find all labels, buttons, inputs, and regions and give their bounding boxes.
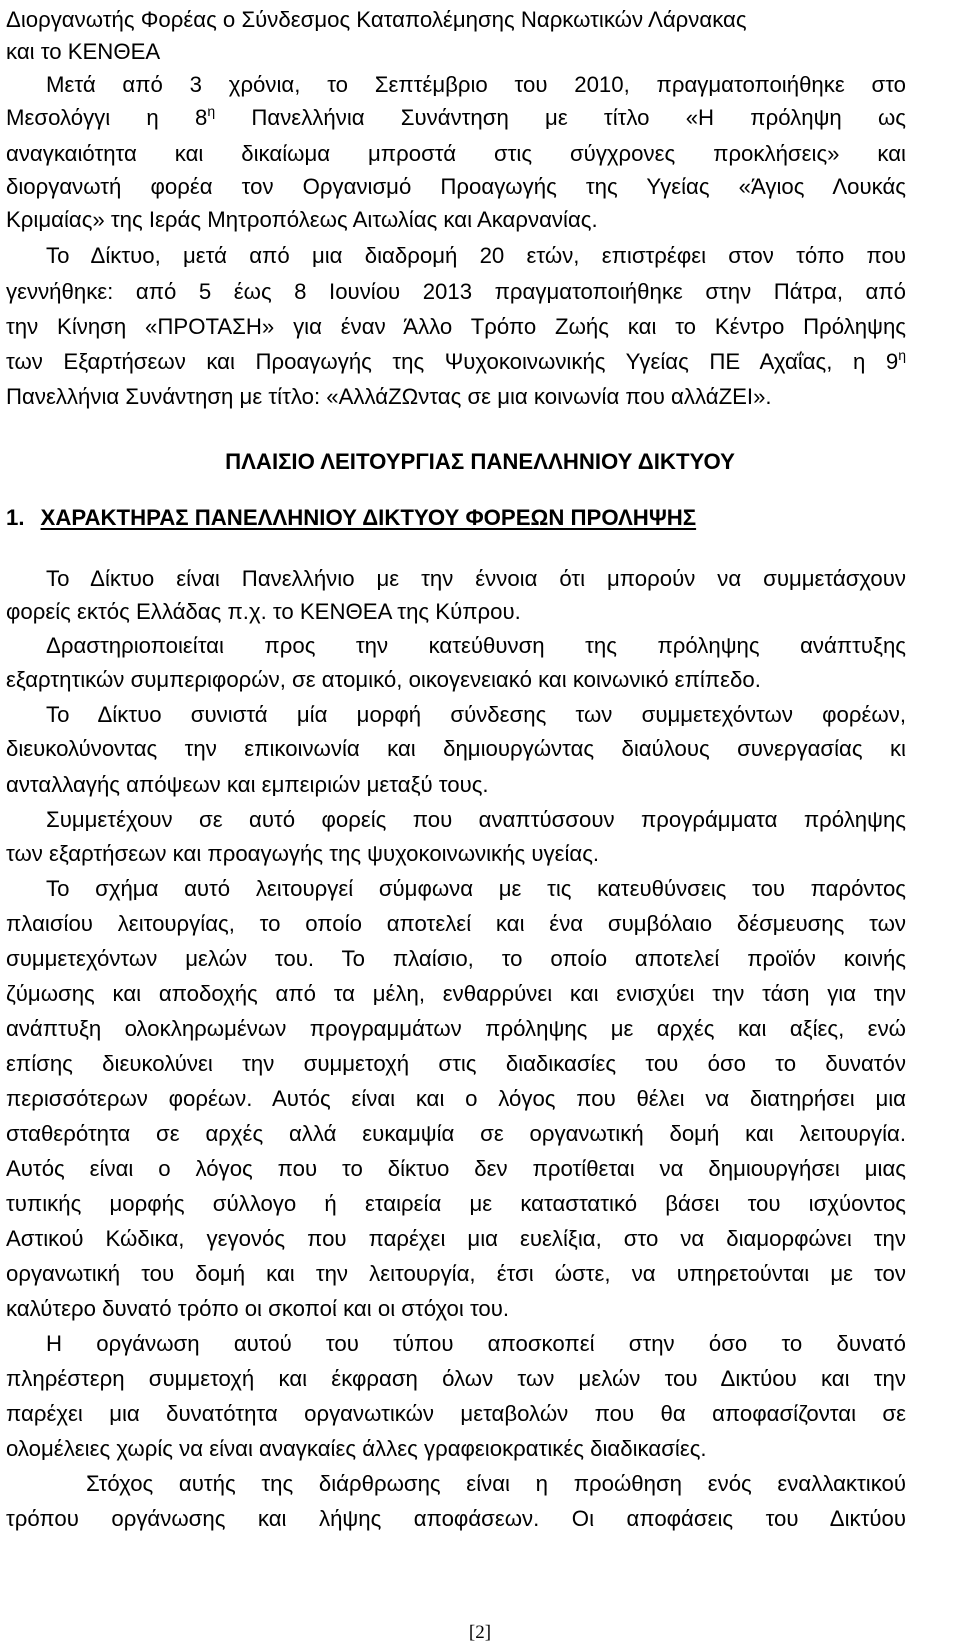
body-line: περισσότερων φορέων. Αυτός είναι και ο λόγος που θέλει να διατηρήσει μια	[6, 1086, 906, 1111]
intro-line: και το ΚΕΝΘΕΑ	[6, 39, 161, 64]
body-line: οργανωτική του δομή και την λειτουργία, έτσι ώστε, να υπηρετούνται με τον	[6, 1261, 906, 1286]
body-line: Το Δίκτυο συνιστά μία μορφή σύνδεσης των συμμετεχόντων φορέων,	[46, 702, 906, 727]
body-line: Δραστηριοποιείται προς την κατεύθυνση της πρόληψης ανάπτυξης	[46, 633, 906, 658]
body-line: Αστικού Κώδικα, γεγονός που παρέχει μια ευελίξια, στο να διαμορφώνει την	[6, 1226, 906, 1251]
body-line: ζύμωσης και αποδοχής από τα μέλη, ενθαρρύνει και ενισχύει την τάση για την	[6, 981, 906, 1006]
body-line: σταθερότητα σε αρχές αλλά ευκαμψία σε οργανωτική δομή και λειτουργία.	[6, 1121, 906, 1146]
network-line: Πανελλήνια Συνάντηση με τίτλο: «ΑλλάΖΩντας σε μια κοινωνία που αλλάΖΕΙ».	[6, 384, 772, 409]
body-line: των εξαρτήσεων και προαγωγής της ψυχοκοινωνικής υγείας.	[6, 841, 600, 866]
body-line: εξαρτητικών συμπεριφορών, σε ατομικό, οικογενειακό και κοινωνικό επίπεδο.	[6, 667, 761, 692]
body-line: Το σχήμα αυτό λειτουργεί σύμφωνα με τις κατευθύνσεις του παρόντος	[46, 876, 906, 901]
network-line: γεννήθηκε: από 5 έως 8 Ιουνίου 2013 πραγματοποιήθηκε στην Πάτρα, από	[6, 279, 906, 304]
network-line: την Κίνηση «ΠΡΟΤΑΣΗ» για έναν Άλλο Τρόπο Ζωής και το Κέντρο Πρόληψης	[6, 314, 906, 339]
body-line: τρόπου οργάνωσης και λήψης αποφάσεων. Οι αποφάσεις του Δικτύου	[6, 1506, 906, 1531]
subsection-heading	[6, 498, 906, 538]
body-line: Συμμετέχουν σε αυτό φορείς που αναπτύσσουν προγράμματα πρόληψης	[46, 807, 906, 832]
body-line: ανάπτυξη ολοκληρωμένων προγραμμάτων πρόληψης με αρχές και αξίες, ενώ	[6, 1016, 906, 1041]
body-line: φορείς εκτός Ελλάδας π.χ. το ΚΕΝΘΕΑ της Κύπρου.	[6, 599, 521, 624]
body-line: επίσης διευκολύνει την συμμετοχή στις διαδικασίες του όσο το δυνατόν	[6, 1051, 906, 1076]
body-line: ανταλλαγής απόψεων και εμπειριών μεταξύ τους.	[6, 772, 489, 797]
body-line: τυπικής μορφής σύλλογο ή εταιρεία με καταστατικό βάσει του ισχύοντος	[6, 1191, 906, 1216]
page-number: [2]	[468, 1622, 492, 1643]
intro-line: αναγκαιότητα και δικαίωμα μπροστά στις σύγχρονες προκλήσεις» και	[6, 141, 906, 166]
intro-line: διοργανωτή φορέα τον Οργανισμό Προαγωγής της Υγείας «Άγιος Λουκάς	[6, 174, 906, 199]
body-line: καλύτερο δυνατό τρόπο οι σκοποί και οι στόχοι του.	[6, 1296, 510, 1321]
body-line: ολομέλειες χωρίς να είναι αναγκαίες άλλες γραφειοκρατικές διαδικασίες.	[6, 1436, 707, 1461]
subsection-number: 1.	[6, 505, 25, 530]
network-line: Το Δίκτυο, μετά από μια διαδρομή 20 ετών, επιστρέφει στον τόπο που	[46, 243, 906, 268]
body-line: Αυτός είναι ο λόγος που το δίκτυο δεν προτίθεται να δημιουργήσει μιας	[6, 1156, 906, 1181]
body-line: παρέχει μια δυνατότητα οργανωτικών μεταβολών που θα αποφασίζονται σε	[6, 1401, 906, 1426]
body-line: Η οργάνωση αυτού του τύπου αποσκοπεί στην όσο το δυνατό	[46, 1331, 906, 1356]
section-title: ΠΛΑΙΣΙΟ ΛΕΙΤΟΥΡΓΙΑΣ ΠΑΝΕΛΛΗΝΙΟΥ ΔΙΚΤΥΟΥ	[225, 449, 735, 474]
intro-line: Κριμαίας» της Ιεράς Μητροπόλεως Αιτωλίας και Ακαρνανίας.	[6, 207, 598, 232]
body-line: Το Δίκτυο είναι Πανελλήνιο με την έννοια ότι μπορούν να συμμετάσχουν	[46, 566, 906, 591]
body-line: διευκολύνοντας την επικοινωνία και δημιουργώντας διαύλους συνεργασίας κι	[6, 736, 906, 761]
intro-line: Διοργανωτής Φορέας ο Σύνδεσμος Καταπολέμησης Ναρκωτικών Λάρνακας	[6, 7, 747, 32]
subsection-title: ΧΑΡΑΚΤΗΡΑΣ ΠΑΝΕΛΛΗΝΙΟΥ ΔΙΚΤΥΟΥ ΦΟΡΕΩΝ ΠΡΟΛΗΨΗΣ	[40, 505, 697, 530]
body-line: πλαισίου λειτουργίας, το οποίο αποτελεί και ένα συμβόλαιο δέσμευσης των	[6, 911, 906, 936]
intro-line: Μεσολόγγι η $8^\eta$ Πανελλήνια Συνάντηση με τίτλο «Η πρόληψη ως	[6, 103, 906, 130]
body-line: συμμετεχόντων μελών του. Το πλαίσιο, το οποίο αποτελεί προϊόν κοινής	[6, 946, 906, 971]
intro-line: Μετά από 3 χρόνια, το Σεπτέμβριο του 2010, πραγματοποιήθηκε στο	[46, 72, 906, 97]
body-line: Στόχος αυτής της διάρθρωσης είναι η προώθηση ενός εναλλακτικού	[86, 1471, 906, 1496]
body-line: πληρέστερη συμμετοχή και έκφραση όλων των μελών του Δικτύου και την	[6, 1366, 906, 1391]
network-line: των Εξαρτήσεων και Προαγωγής της Ψυχοκοινωνικής Υγείας ΠΕ Αχαΐας, η $9^\eta$	[6, 347, 906, 374]
